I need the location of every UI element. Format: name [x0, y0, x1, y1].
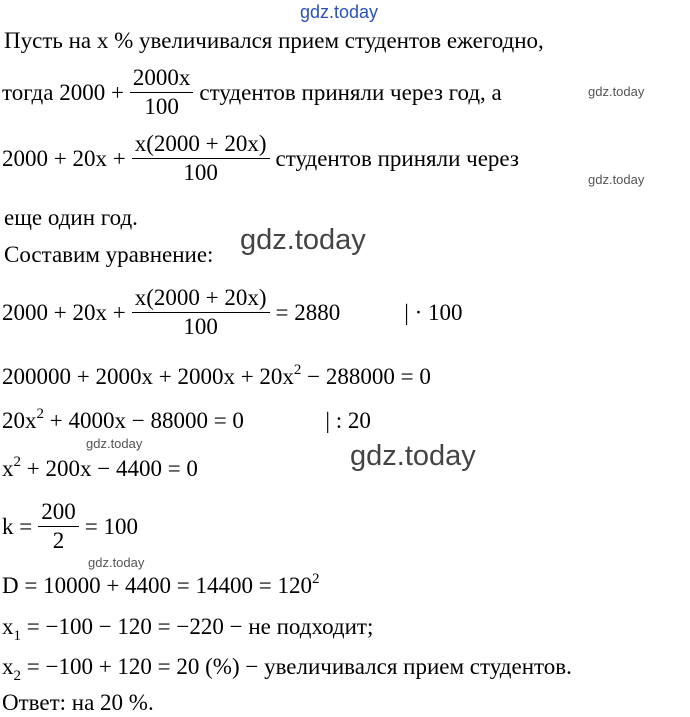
watermark-small: gdz.today — [86, 436, 143, 451]
x2-subscript: 2 — [13, 668, 21, 684]
x1-rest: = −100 − 120 = −220 − не подходит; — [26, 614, 374, 639]
equation-1 — [2, 286, 463, 339]
eq3-divisor: | : 20 — [325, 408, 371, 433]
equation-4 — [2, 456, 198, 482]
line3-suffix: студентов приняли через — [275, 145, 519, 171]
eq1-fraction — [132, 286, 270, 339]
watermark-small: gdz.today — [88, 555, 145, 570]
answer-line: Ответ: на 20 %. — [2, 690, 154, 715]
fraction-numerator: 2000x — [130, 66, 194, 93]
fraction-denominator: 2 — [52, 528, 65, 553]
root-x1-line — [2, 614, 374, 644]
line3-prefix: 2000 + 20x + — [2, 145, 126, 171]
fraction-denominator: 100 — [144, 94, 179, 119]
eq1-multiplier: | · 100 — [404, 299, 463, 325]
text-line-5: Составим уравнение: — [4, 242, 214, 267]
equation-2 — [2, 364, 431, 390]
watermark-big: gdz.today — [240, 224, 366, 256]
text-line-3 — [2, 132, 519, 185]
watermark-top: gdz.today — [300, 2, 379, 22]
k-fraction — [38, 500, 79, 553]
text-line-1: Пусть на x % увеличивался прием студентов ежегодно, — [4, 28, 544, 53]
text-line-4: еще один год. — [4, 205, 138, 230]
eq2-exponent: 2 — [293, 362, 302, 378]
k-equation — [2, 500, 138, 553]
fraction-numerator: x(2000 + 20x) — [132, 132, 270, 159]
eq3-term: 20x — [2, 408, 37, 433]
equation-3 — [2, 408, 371, 434]
k-suffix: = 100 — [84, 513, 138, 539]
fraction-2000x-over-100 — [130, 66, 194, 119]
watermark-small: gdz.today — [588, 84, 645, 99]
eq1-prefix: 2000 + 20x + — [2, 299, 126, 325]
x2-rest: = −100 + 120 = 20 (%) − увеличивался прием студентов. — [26, 654, 572, 679]
root-x2-line — [2, 654, 572, 684]
fraction-denominator: 100 — [183, 160, 218, 185]
k-prefix: k = — [2, 513, 33, 539]
eq3-rest: + 4000x − 88000 = 0 — [49, 408, 244, 433]
eq3-exponent: 2 — [36, 406, 44, 422]
x1-variable: x — [2, 614, 14, 639]
x1-subscript: 1 — [13, 628, 21, 644]
watermark-small: gdz.today — [588, 172, 645, 187]
fraction-x-expression-over-100 — [132, 132, 270, 185]
discriminant-line — [2, 573, 320, 599]
eq2-tail: − 288000 = 0 — [307, 364, 431, 389]
eq4-exponent: 2 — [13, 454, 21, 470]
text-line-2 — [2, 66, 502, 119]
watermark-big: gdz.today — [350, 440, 476, 472]
fraction-numerator: 200 — [38, 500, 79, 527]
discriminant-exponent: 2 — [312, 571, 320, 587]
fraction-numerator: x(2000 + 20x) — [132, 286, 270, 313]
eq2-main: 200000 + 2000x + 2000x + 20x — [2, 364, 294, 389]
x2-variable: x — [2, 654, 14, 679]
line2-prefix: тогда 2000 + — [2, 79, 124, 105]
fraction-denominator: 100 — [183, 314, 218, 339]
discriminant-text: D = 10000 + 4400 = 14400 = 120 — [2, 573, 312, 598]
eq1-suffix: = 2880 — [275, 299, 341, 325]
eq4-rest: + 200x − 4400 = 0 — [26, 456, 198, 481]
eq4-term: x — [2, 456, 14, 481]
line2-suffix: студентов приняли через год, а — [199, 79, 502, 105]
